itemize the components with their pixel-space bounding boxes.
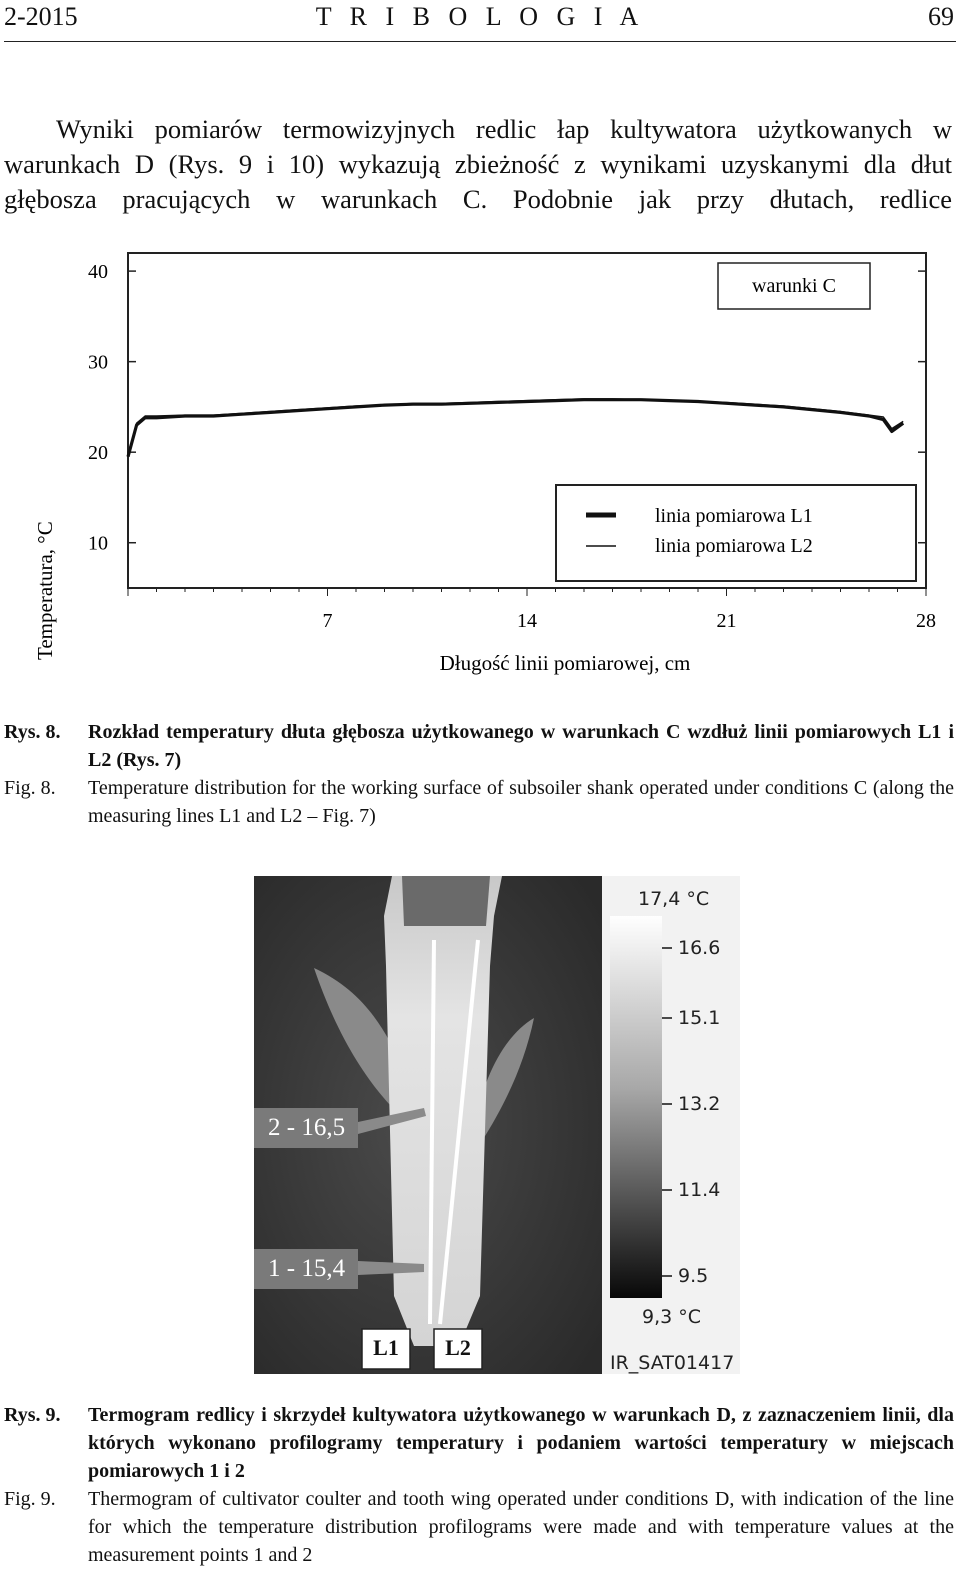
temperature-chart (0, 245, 960, 685)
caption-rys9-number: Rys. 9. (4, 1404, 61, 1426)
scale-max-label: 17,4 °C (638, 888, 710, 910)
legend-label-l2: linia pomiarowa L2 (655, 535, 813, 557)
x-tick-label-1: 14 (517, 610, 537, 632)
caption-fig9-text: Thermogram of cultivator coulter and tooth wing operated under conditions D, with indication of the line for which the temperature distribution profilograms were made and with temperature values at the measurement points 1 and 2 (88, 1488, 954, 1566)
shank-top-shape (402, 876, 490, 926)
annotation-label: warunki C (752, 275, 836, 297)
caption-rys8-text: Rozkład temperatury dłuta głębosza użytkowanego w warunkach C wzdłuż linii pomiarowych L1 i L2 (Rys. 7) (88, 721, 954, 771)
caption-fig8 (4, 774, 954, 830)
intro-paragraph (4, 112, 952, 217)
l2-label: L2 (445, 1335, 471, 1360)
image-file-id: IR_SAT01417 (610, 1352, 735, 1374)
y-tick-label-2: 20 (88, 442, 108, 465)
scale-tick-label-5: 9.5 (678, 1265, 709, 1287)
chart-series (128, 399, 903, 457)
scale-min-label: 9,3 °C (642, 1306, 702, 1328)
scale-tick-label-2: 15.1 (678, 1007, 721, 1029)
caption-rys8 (4, 718, 954, 774)
header-rule (4, 41, 956, 42)
caption-rys9-text: Termogram redlicy i skrzydeł kultywatora użytkowanego w warunkach D, z zaznaczeniem linii, dla których wykonano profilogramy temperatury i podaniem wartości temperatury w miejscach pomiarowych 1 i 2 (88, 1404, 954, 1482)
caption-rys8-number: Rys. 8. (4, 721, 61, 743)
caption-fig8-text: Temperature distribution for the working surface of subsoiler shank operated under conditions C (along the measuring lines L1 and L2 – Fig. 7) (88, 777, 954, 827)
point2-label: 2 - 16,5 (268, 1114, 346, 1141)
legend-label-l1: linia pomiarowa L1 (655, 505, 813, 527)
page-number: 69 (928, 2, 954, 31)
caption-fig8-number: Fig. 8. (4, 777, 56, 799)
scale-tick-label-3: 13.2 (678, 1093, 721, 1115)
x-tick-label-2: 21 (716, 610, 737, 632)
caption-rys9 (4, 1401, 954, 1485)
point1-label: 1 - 15,4 (268, 1255, 346, 1282)
issue-number: 2-2015 (4, 2, 78, 31)
y-tick-label-0: 40 (88, 261, 108, 284)
series-line-1 (128, 400, 903, 457)
y-tick-label-1: 30 (88, 351, 108, 374)
scale-tick-label-4: 11.4 (678, 1179, 721, 1201)
scale-ticks (662, 948, 672, 1276)
x-tick-label-0: 7 (322, 610, 333, 632)
caption-fig9-number: Fig. 9. (4, 1488, 56, 1510)
journal-title: T R I B O L O G I A (315, 2, 645, 31)
running-header (0, 0, 960, 44)
l1-label: L1 (373, 1335, 399, 1360)
x-axis-label: Długość linii pomiarowej, cm (439, 651, 691, 675)
x-tick-label-3: 28 (916, 610, 936, 632)
intro-text: Wyniki pomiarów termowizyjnych redlic łap kultywatora użytkowanych w warunkach D (Rys. 9 i 10) wykazują zbieżność z wynikami uzyskanymi dla dłut głębosza pracujących w warunkach C. Podobnie jak przy dłutach, redlice (4, 114, 952, 214)
temperature-scale-bar (610, 916, 662, 1298)
legend-box (556, 485, 916, 581)
scale-tick-label-1: 16.6 (678, 937, 721, 959)
caption-fig9 (4, 1485, 954, 1569)
y-tick-label-3: 10 (88, 532, 108, 555)
y-axis-label: Temperatura, °C (33, 521, 57, 660)
thermogram-figure (254, 876, 740, 1374)
